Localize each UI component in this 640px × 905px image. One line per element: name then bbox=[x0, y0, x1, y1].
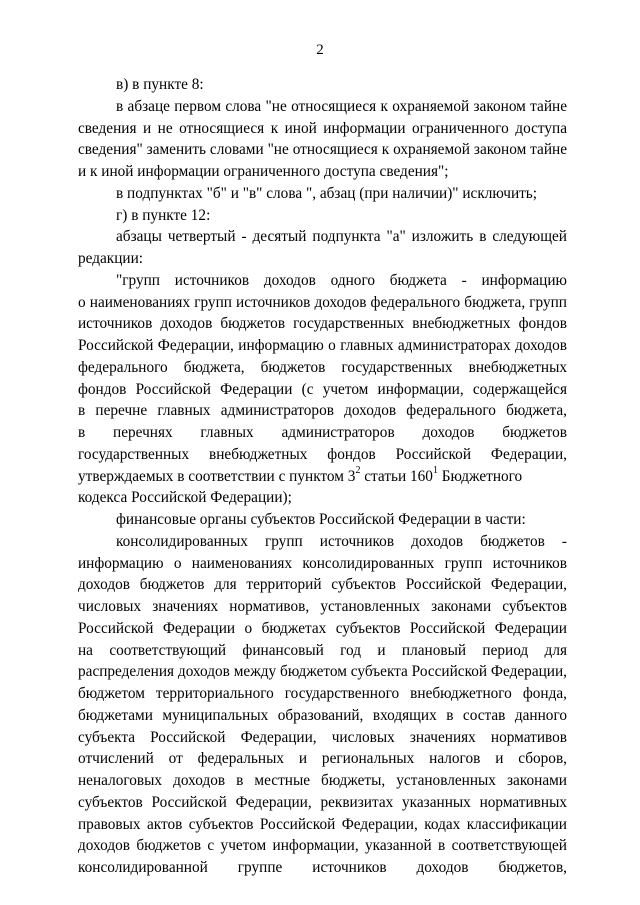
text-line: в подпунктах "б" и "в" слова ", абзац (при наличии)" исключить; bbox=[116, 184, 538, 202]
text-line: о наименованиях групп источников доходов федерального бюджета, групп bbox=[78, 293, 567, 311]
text-line: числовых значениях нормативов, установленных законами субъектов bbox=[78, 598, 567, 615]
text-line: и к иной информации ограниченного доступа сведения"; bbox=[78, 163, 449, 180]
text-line: неналоговых доходов в местные бюджеты, установленных законами bbox=[78, 772, 567, 789]
text-line: абзацы четвертый - десятый подпункта "а" изложить в следующей bbox=[116, 228, 567, 246]
text-line: в перечне главных администраторов доходов федерального бюджета, bbox=[78, 402, 567, 420]
text-line: государственных внебюджетных фондов Российской Федерации, bbox=[78, 445, 567, 463]
text-fragment: статьи 160 bbox=[360, 467, 433, 485]
text-line: сведения" заменить словами "не относящиеся к охраняемой законом тайне bbox=[78, 141, 567, 159]
text-line: консолидированных групп источников доходов бюджетов - bbox=[116, 532, 567, 550]
document-body bbox=[78, 74, 567, 879]
text-line: в перечнях главных администраторов доходов бюджетов bbox=[78, 424, 567, 441]
text-line: редакции: bbox=[78, 250, 144, 267]
text-line: "групп источников доходов одного бюджета - информацию bbox=[116, 271, 567, 289]
text-line: доходов бюджетов с учетом информации, указанной в соответствующей bbox=[78, 837, 567, 855]
text-line: на соответствующий финансовый год и плановый период для bbox=[78, 641, 567, 659]
text-fragment: утверждаемых в соответствии с пунктом 3 bbox=[78, 467, 356, 485]
text-line: доходов бюджетов для территорий субъектов Российской Федерации, bbox=[78, 576, 567, 594]
superscript: 1 bbox=[432, 465, 438, 477]
text-line: фондов Российской Федерации (с учетом информации, содержащейся bbox=[78, 380, 567, 398]
text-line: г) в пункте 12: bbox=[116, 206, 211, 224]
text-line: в абзаце первом слова "не относящиеся к охраняемой законом тайне bbox=[116, 97, 567, 115]
text-line-with-superscripts bbox=[78, 466, 567, 488]
text-line: финансовые органы субъектов Российской Федерации в части: bbox=[116, 511, 526, 528]
text-line: кодекса Российской Федерации); bbox=[78, 489, 292, 507]
text-line: консолидированной группе источников доходов бюджетов, bbox=[78, 859, 567, 876]
text-line: в) в пункте 8: bbox=[116, 76, 204, 93]
page-number: 2 bbox=[316, 42, 324, 58]
text-line: Российской Федерации, информацию о главных администраторах доходов bbox=[78, 337, 567, 354]
text-line: субъектов Российской Федерации, реквизитах указанных нормативных bbox=[78, 793, 567, 811]
text-line: субъекта Российской Федерации, числовых значениях нормативов bbox=[78, 728, 567, 746]
text-fragment: Бюджетного bbox=[437, 467, 523, 485]
text-line: сведения и не относящиеся к иной информации ограниченного доступа bbox=[78, 119, 567, 137]
text-line: отчислений от федеральных и региональных налогов и сборов, bbox=[78, 750, 567, 768]
text-line: правовых актов субъектов Российской Федерации, кодах классификации bbox=[78, 815, 567, 833]
superscript: 2 bbox=[355, 465, 361, 477]
text-line: федерального бюджета, бюджетов государственных внебюджетных bbox=[78, 358, 567, 376]
text-line: бюджетами муниципальных образований, входящих в состав данного bbox=[78, 706, 567, 724]
text-line: Российской Федерации о бюджетах субъектов Российской Федерации bbox=[78, 619, 567, 637]
text-line: распределения доходов между бюджетом субъекта Российской Федерации, bbox=[78, 663, 567, 681]
text-line: бюджетом территориального государственного внебюджетного фонда, bbox=[78, 685, 567, 702]
text-line: источников доходов бюджетов государственных внебюджетных фондов bbox=[78, 315, 567, 333]
text-line: информацию о наименованиях консолидированных групп источников bbox=[78, 554, 567, 572]
